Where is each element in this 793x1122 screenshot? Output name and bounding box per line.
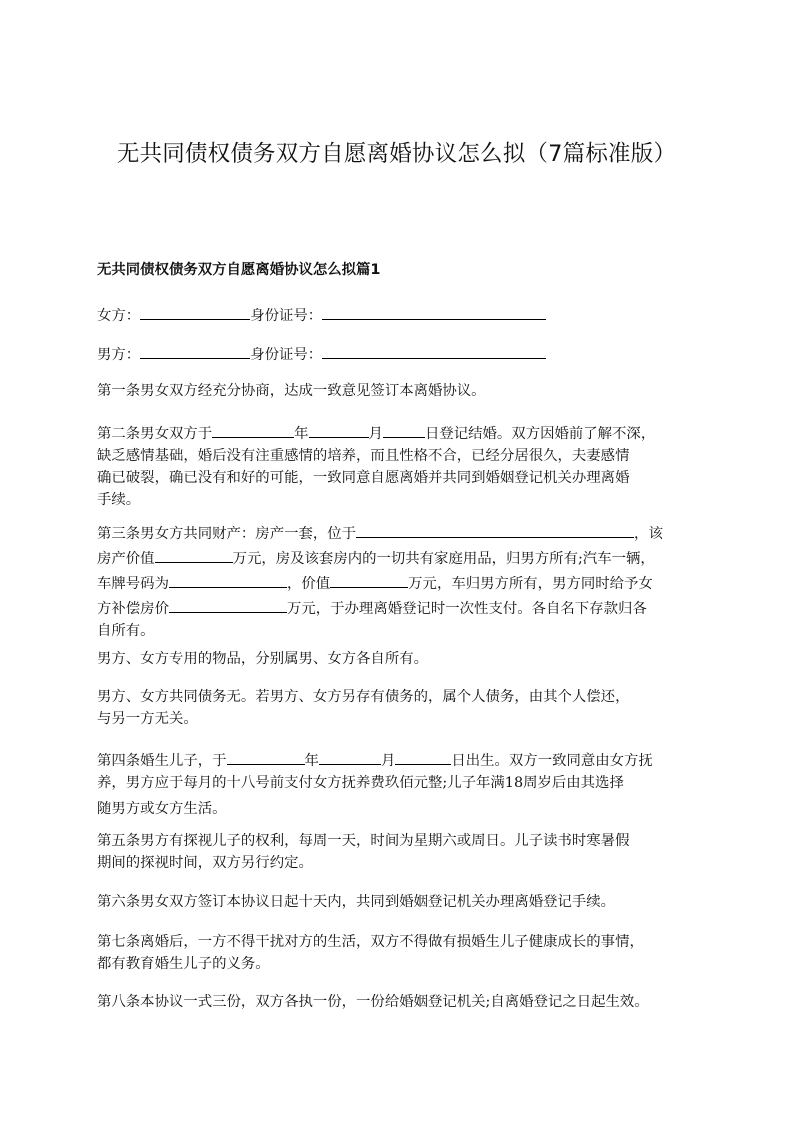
male-id-label: 身份证号： — [250, 347, 323, 363]
article-2-line-3: 确已破裂，确已没有和好的可能，一致同意自愿离婚并共同到婚姻登记机关办理离婚 — [97, 470, 630, 486]
birth-day-blank[interactable] — [395, 747, 451, 765]
article-3-line-4: 方补偿房价 万元，于办理离婚登记时一次性支付。各自名下存款归各 — [97, 595, 711, 620]
marriage-month-blank[interactable] — [309, 420, 369, 438]
article-3-line-3: 车牌号码为 ，价值 万元，车归男方所有，男方同时给予女 — [97, 570, 711, 595]
male-name-blank[interactable] — [140, 341, 250, 359]
article-8: 第八条本协议一式三份，双方各执一份，一份给婚姻登记机关;自离婚登记之日起生效。 — [97, 994, 649, 1010]
article-2-line-4: 手续。 — [97, 492, 141, 508]
plate-number-blank[interactable] — [169, 570, 287, 588]
document-title: 无共同债权债务双方自愿离婚协议怎么拟（7篇标准版） — [116, 141, 677, 167]
article-3 — [97, 520, 711, 642]
property-location-blank[interactable] — [356, 520, 634, 538]
marriage-year-blank[interactable] — [212, 420, 294, 438]
article-4-line-2: 养，男方应于每月的十八号前支付女方抚养费玖佰元整;儿子年满18周岁后由其选择 — [97, 775, 624, 791]
article-5: 第五条男方有探视儿子的权利，每周一天，时间为星期六或周日。儿子读书时寒暑假 期间的探视时间，双方另行约定。 — [97, 833, 630, 871]
personal-items-clause: 男方、女方专用的物品，分别属男、女方各自所有。 — [97, 651, 428, 667]
article-3-line-2: 房产价值 万元，房及该套房内的一切共有家庭用品，归男方所有;汽车一辆， — [97, 545, 711, 570]
compensation-blank[interactable] — [169, 595, 287, 613]
male-id-blank[interactable] — [322, 341, 546, 359]
male-party-line — [97, 341, 711, 366]
article-4 — [97, 747, 711, 820]
article-1: 第一条男女双方经充分协商，达成一致意见签订本离婚协议。 — [97, 383, 486, 399]
female-label: 女方： — [97, 308, 141, 324]
female-id-blank[interactable] — [322, 302, 546, 320]
article-2-line-2: 缺乏感情基础，婚后没有注重感情的培养，而且性格不合，已经分居很久，夫妻感情 — [97, 448, 630, 464]
article-4-line-1: 第四条婚生儿子，于 年 月 日出生。双方一致同意由女方抚 — [97, 747, 711, 772]
article-3-line-5: 自所有。 — [97, 623, 155, 639]
female-id-label: 身份证号： — [250, 308, 323, 324]
marriage-day-blank[interactable] — [383, 420, 425, 438]
article-2-line-1: 第二条男女双方于 年 月 日登记结婚。双方因婚前了解不深， — [97, 420, 711, 445]
car-value-blank[interactable] — [330, 570, 408, 588]
article-2 — [97, 420, 711, 511]
article-3-line-1: 第三条男女方共同财产：房产一套，位于 ，该 — [97, 520, 711, 545]
property-value-blank[interactable] — [155, 545, 233, 563]
article-7: 第七条离婚后，一方不得干扰对方的生活，双方不得做有损婚生儿子健康成长的事情， 都有教育婚生儿子的义务。 — [97, 934, 644, 972]
female-party-line — [97, 302, 711, 327]
female-name-blank[interactable] — [140, 302, 250, 320]
male-label: 男方： — [97, 347, 141, 363]
article-4-line-3: 随男方或女方生活。 — [97, 801, 227, 817]
birth-year-blank[interactable] — [227, 747, 305, 765]
section-heading: 无共同债权债务双方自愿离婚协议怎么拟篇1 — [97, 262, 381, 278]
birth-month-blank[interactable] — [319, 747, 381, 765]
debts-clause: 男方、女方共同债务无。若男方、女方另存有债务的，属个人债务，由其个人偿还， 与另一方无关。 — [97, 689, 630, 727]
article-6: 第六条男女双方签订本协议日起十天内，共同到婚姻登记机关办理离婚登记手续。 — [97, 894, 616, 910]
